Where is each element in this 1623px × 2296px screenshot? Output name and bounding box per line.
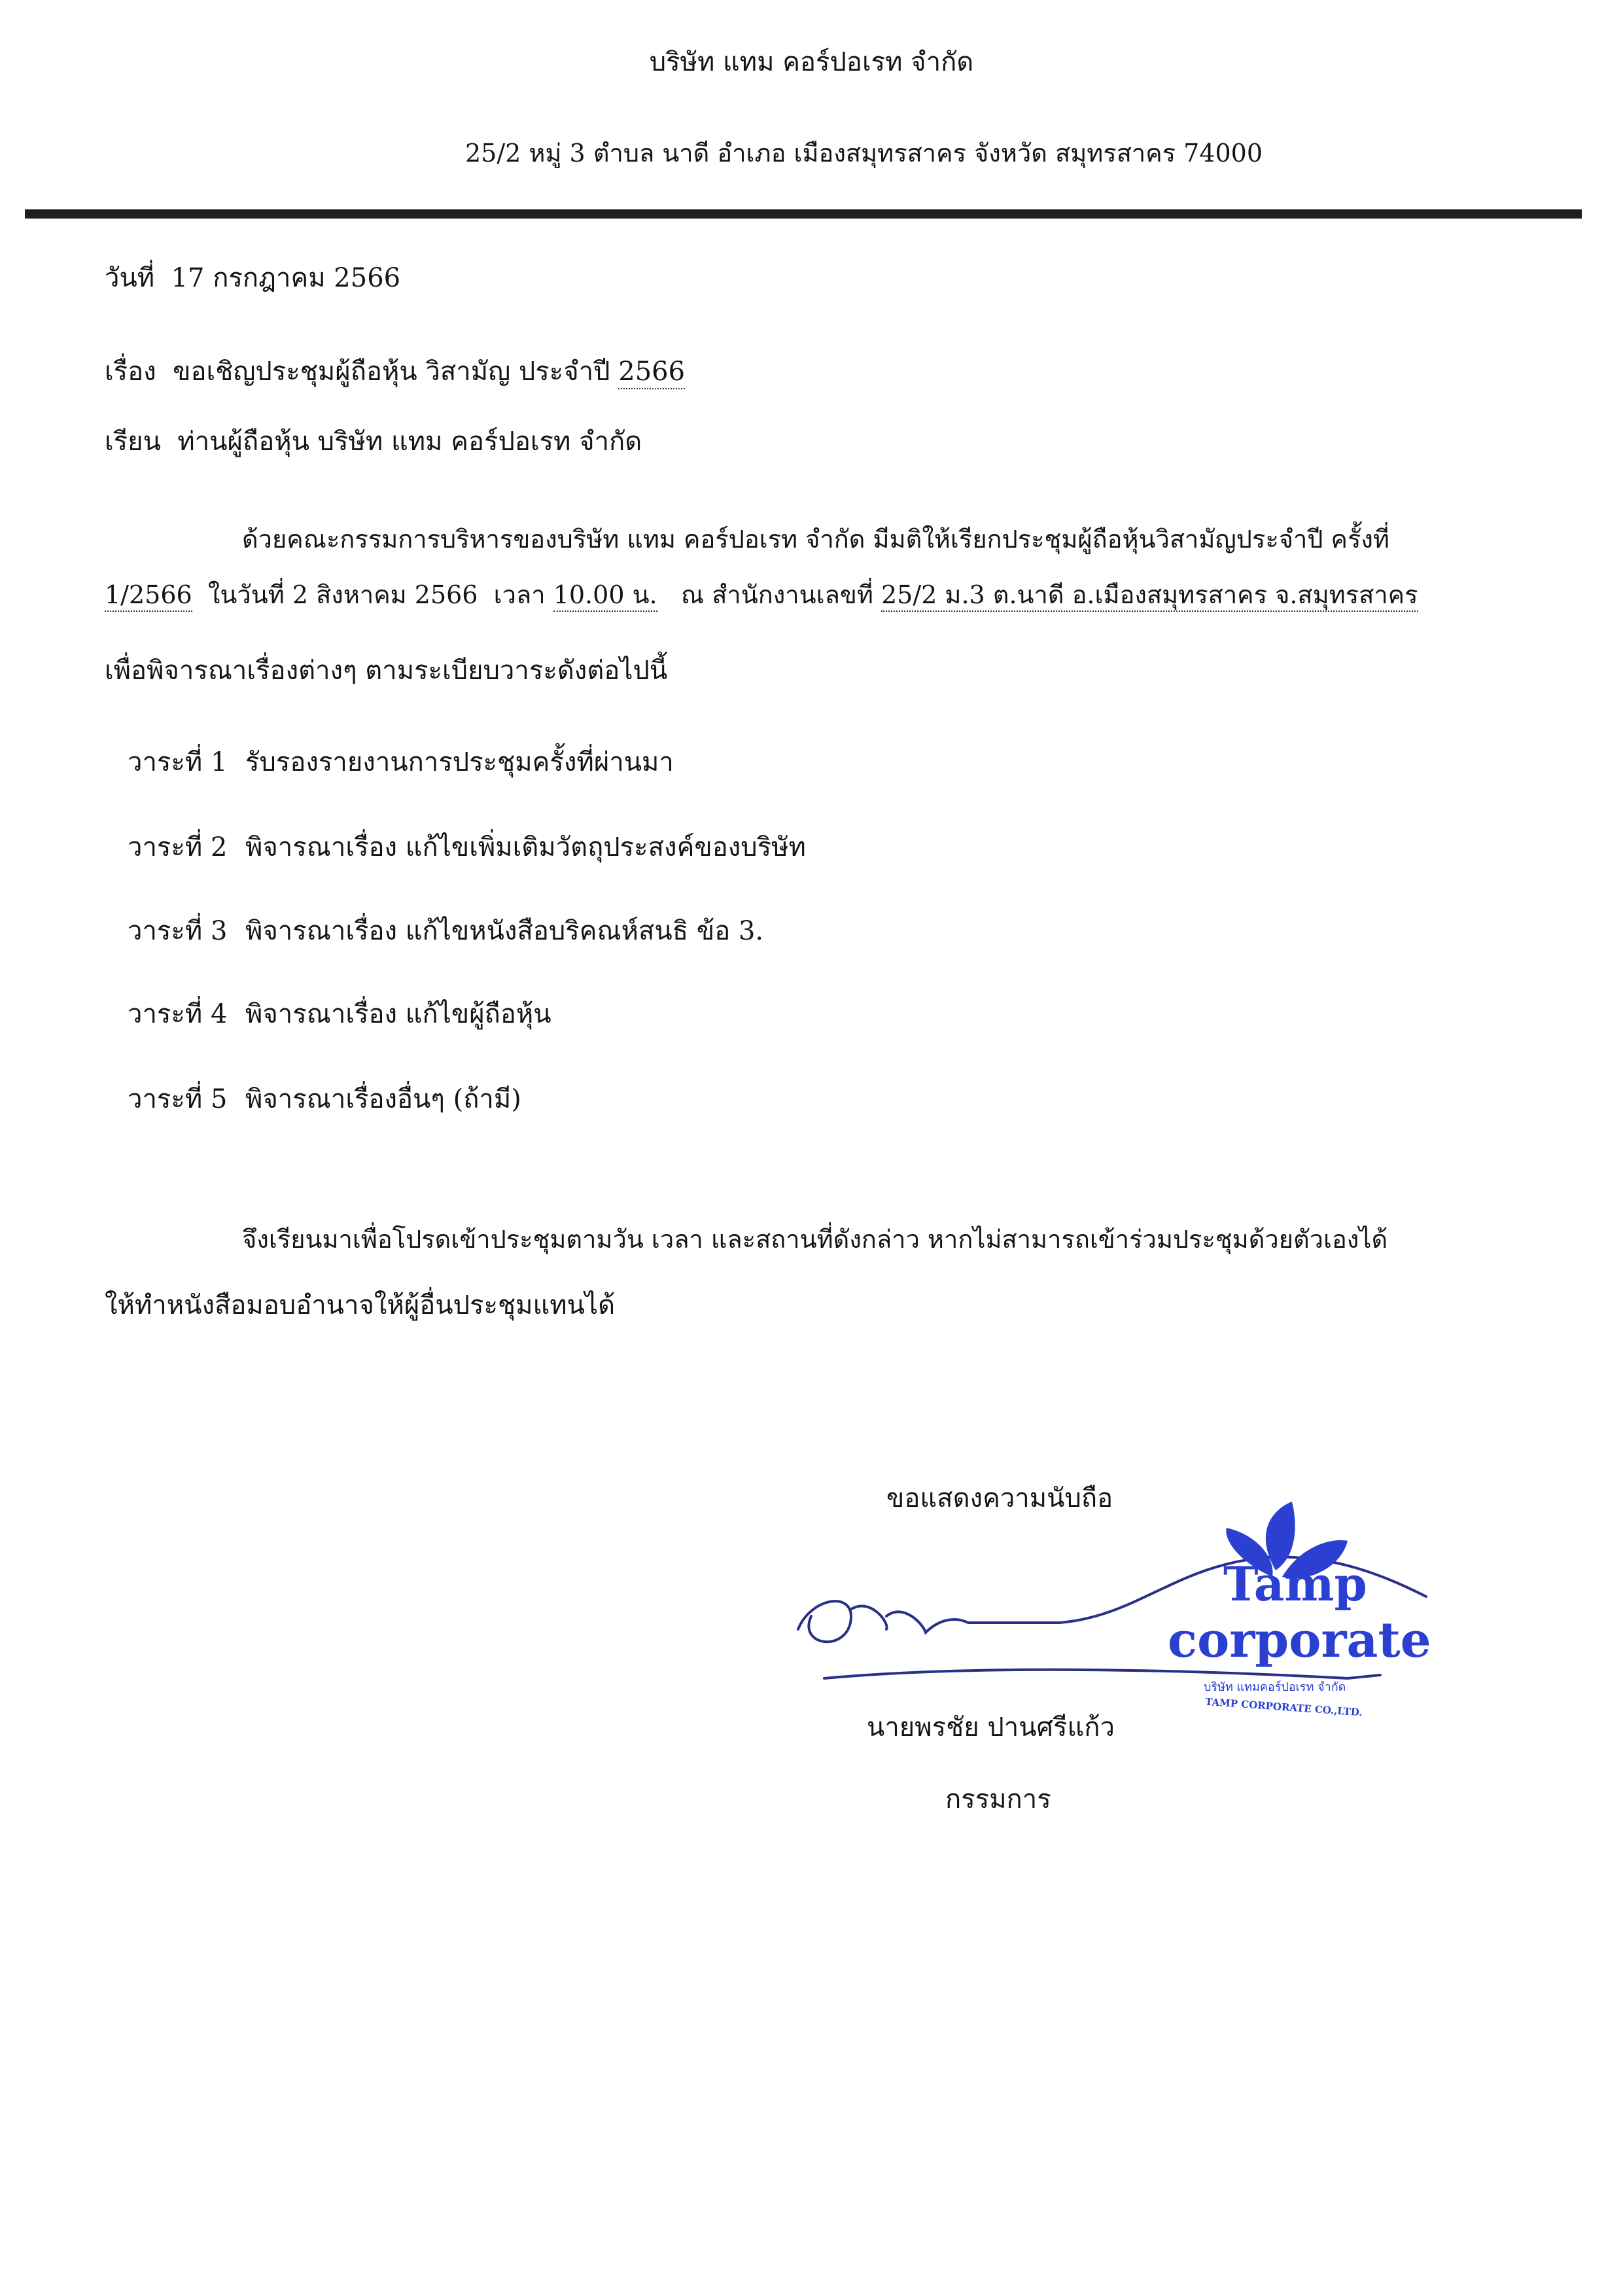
stamp-thai-name: บริษัท แทมคอร์ปอเรท จำกัด [1204, 1680, 1346, 1694]
meeting-number: 1/2566 [105, 580, 192, 612]
to-line [105, 429, 642, 455]
stamp-brand-tamp: Tamp [1223, 1556, 1367, 1612]
stamp-brand-corporate: corporate [1168, 1612, 1431, 1669]
subject-text: ขอเชิญประชุมผู้ถือหุ้น วิสามัญ ประจำปี [173, 357, 610, 387]
agenda-item [128, 1001, 551, 1027]
agenda-number: วาระที่ 3 [128, 916, 228, 946]
agenda-number: วาระที่ 5 [128, 1084, 228, 1114]
date-value: 17 กรกฎาคม 2566 [171, 263, 401, 293]
agenda-text: พิจารณาเรื่อง แก้ไขเพิ่มเติมวัตถุประสงค์ของบริษัท [245, 832, 806, 862]
company-stamp [1151, 1498, 1452, 1734]
agenda-number: วาระที่ 4 [128, 999, 228, 1029]
date-label: วันที่ [105, 263, 155, 293]
date-line [105, 265, 400, 291]
agenda-text: พิจารณาเรื่อง แก้ไขหนังสือบริคณห์สนธิ ข้อ 3. [245, 916, 764, 946]
stamp-english-name: TAMP CORPORATE CO.,LTD. [1204, 1695, 1363, 1719]
closing-line-2: ให้ทำหนังสือมอบอำนาจให้ผู้อื่นประชุมแทนได้ [105, 1290, 616, 1320]
subject-label: เรื่อง [105, 357, 156, 387]
closing-line-1: จึงเรียนมาเพื่อโปรดเข้าประชุมตามวัน เวลา และสถานที่ดังกล่าว หากไม่สามารถเข้าร่วมประชุมด้วยตัวเองได้ [242, 1225, 1388, 1254]
subject-year: 2566 [618, 357, 685, 389]
regards: ขอแสดงความนับถือ [886, 1483, 1113, 1513]
signer-position: กรรมการ [945, 1784, 1051, 1814]
company-address: 25/2 หมู่ 3 ตำบล นาดี อำเภอ เมืองสมุทรสาคร จังหวัด สมุทรสาคร 74000 [464, 139, 1263, 168]
company-name: บริษัท แทม คอร์ปอเรท จำกัด [649, 47, 974, 77]
agenda-text: พิจารณาเรื่อง แก้ไขผู้ถือหุ้น [245, 999, 551, 1029]
agenda-item [128, 749, 674, 775]
body-line-2 [105, 582, 1418, 607]
signer-name: นายพรชัย ปานศรีแก้ว [867, 1712, 1115, 1742]
time-value: 10.00 น. [553, 580, 657, 612]
agenda-number: วาระที่ 1 [128, 747, 228, 777]
time-label: เวลา [493, 580, 546, 609]
body-line-1: ด้วยคณะกรรมการบริหารของบริษัท แทม คอร์ปอเรท จำกัด มีมติให้เรียกประชุมผู้ถือหุ้นวิสามัญประจำปี ครั้งที่ [242, 525, 1389, 554]
place-value: 25/2 ม.3 ต.นาดี อ.เมืองสมุทรสาคร จ.สมุทรสาคร [881, 580, 1418, 612]
agenda-text: พิจารณาเรื่องอื่นๆ (ถ้ามี) [245, 1084, 521, 1114]
to-label: เรียน [105, 427, 161, 457]
agenda-item [128, 918, 763, 944]
place-label: ณ สำนักงานเลขที่ [680, 580, 873, 609]
agenda-number: วาระที่ 2 [128, 832, 228, 862]
meeting-date: ในวันที่ 2 สิงหาคม 2566 [207, 580, 478, 609]
body-line-3: เพื่อพิจารณาเรื่องต่างๆ ตามระเบียบวาระดังต่อไปนี้ [105, 656, 668, 686]
agenda-text: รับรองรายงานการประชุมครั้งที่ผ่านมา [245, 747, 674, 777]
subject-line [105, 359, 685, 385]
header-divider [25, 209, 1582, 219]
agenda-item [128, 834, 806, 860]
to-text: ท่านผู้ถือหุ้น บริษัท แทม คอร์ปอเรท จำกัด [177, 427, 642, 457]
agenda-item [128, 1086, 521, 1112]
